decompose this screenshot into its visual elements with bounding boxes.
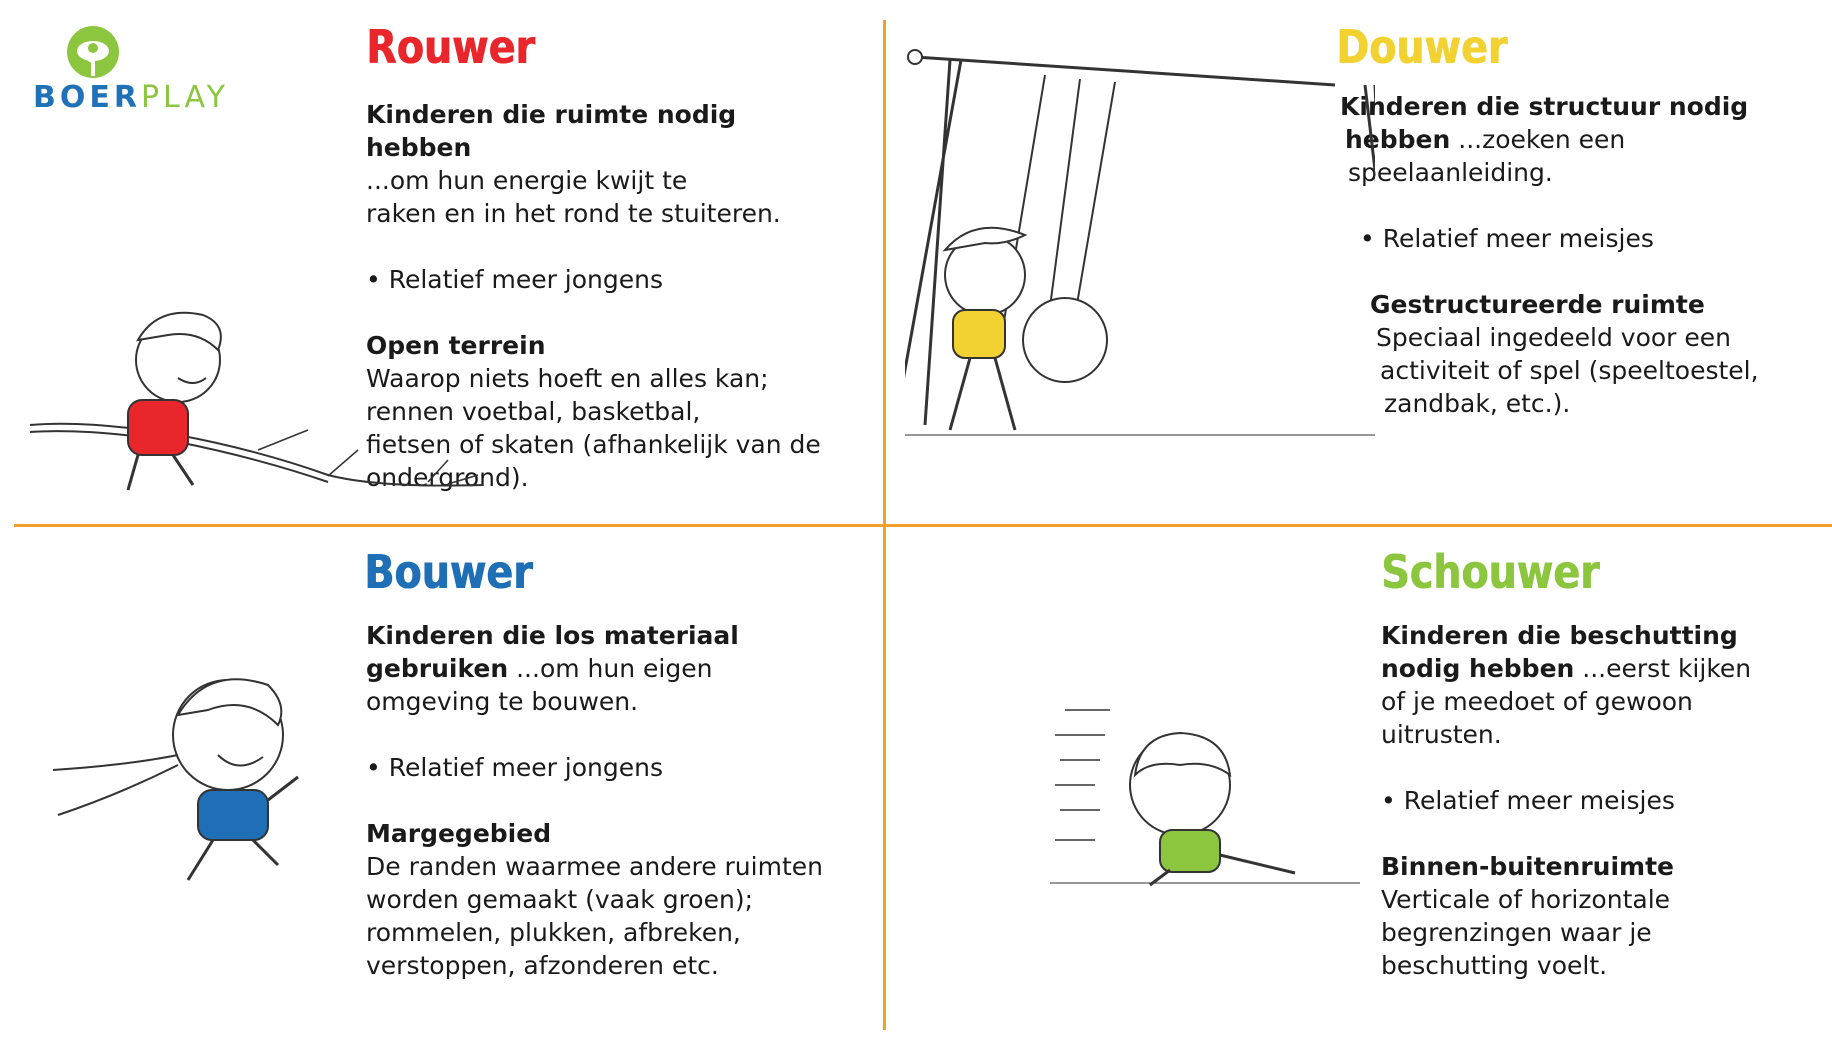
douwer-space-line: zandbak, etc.). [1384, 389, 1571, 418]
rouwer-space-line: Waarop niets hoeft en alles kan; [366, 364, 769, 393]
douwer-space-line: activiteit of spel (speeltoestel, [1380, 356, 1759, 385]
douwer-intro-rest: ...zoeken een [1450, 125, 1626, 154]
bouwer-intro-line: omgeving te bouwen. [366, 687, 639, 716]
rouwer-intro-line: raken en in het rond te stuiteren. [366, 199, 781, 228]
bouwer-text [366, 619, 866, 982]
schouwer-intro-rest: ...eerst kijken [1574, 654, 1752, 683]
bouwer-space-line: worden gemaakt (vaak groen); [366, 885, 753, 914]
schouwer-heading: Schouwer [1381, 545, 1600, 599]
schouwer-space-line: begrenzingen waar je [1381, 918, 1652, 947]
schouwer-space-line: beschutting voelt. [1381, 951, 1608, 980]
boerplay-logo [33, 24, 253, 124]
brand-name: BOERPLAY [33, 80, 229, 115]
rouwer-space-line: rennen voetbal, basketbal, [366, 397, 701, 426]
rouwer-space-title: Open terrein [366, 331, 546, 360]
schouwer-space-title: Binnen-buitenruimte [1381, 852, 1674, 881]
rouwer-intro-bold: Kinderen die ruimte nodig hebben [366, 100, 737, 162]
rouwer-heading: Rouwer [366, 20, 535, 74]
horizontal-divider [14, 524, 1832, 527]
bouwer-intro-rest: ...om hun eigen [508, 654, 713, 683]
bouwer-space-line: De randen waarmee andere ruimten [366, 852, 823, 881]
douwer-intro-bold: Kinderen die structuur nodig [1340, 92, 1749, 121]
rouwer-space-line: fietsen of skaten (afhankelijk van de [366, 430, 821, 459]
bouwer-heading: Bouwer [364, 545, 533, 599]
rouwer-space-line: ondergrond). [366, 463, 529, 492]
bouwer-bullet: • Relatief meer jongens [366, 753, 664, 782]
douwer-text [1340, 90, 1820, 420]
schouwer-intro-bold: Kinderen die beschutting [1381, 621, 1738, 650]
rouwer-boy-illustration [28, 300, 498, 500]
schouwer-intro-line: uitrusten. [1381, 720, 1502, 749]
bouwer-space-line: rommelen, plukken, afbreken, [366, 918, 741, 947]
douwer-bullet: • Relatief meer meisjes [1360, 224, 1654, 253]
douwer-swing-illustration [905, 45, 1375, 450]
bouwer-space-line: verstoppen, afzonderen etc. [366, 951, 719, 980]
schouwer-bullet: • Relatief meer meisjes [1381, 786, 1675, 815]
rouwer-intro-line: ...om hun energie kwijt te [366, 166, 688, 195]
douwer-heading: Douwer [1336, 20, 1508, 74]
douwer-intro-line: speelaanleiding. [1348, 158, 1553, 187]
bouwer-intro-bold: Kinderen die los materiaal [366, 621, 739, 650]
schouwer-boy-illustration [1050, 705, 1360, 905]
schouwer-intro-bold2: nodig hebben [1381, 654, 1575, 683]
schouwer-space-line: Verticale of horizontale [1381, 885, 1671, 914]
rouwer-bullet: • Relatief meer jongens [366, 265, 664, 294]
bouwer-space-title: Margegebied [366, 819, 552, 848]
bouwer-intro-bold2: gebruiken [366, 654, 509, 683]
schouwer-intro-line: of je meedoet of gewoon [1381, 687, 1693, 716]
bouwer-girl-illustration [48, 665, 323, 890]
douwer-space-title: Gestructureerde ruimte [1370, 290, 1705, 319]
schouwer-text [1381, 619, 1821, 982]
leaf-eye-icon [63, 24, 123, 80]
douwer-space-line: Speciaal ingedeeld voor een [1376, 323, 1731, 352]
douwer-intro-bold2: hebben [1345, 125, 1451, 154]
